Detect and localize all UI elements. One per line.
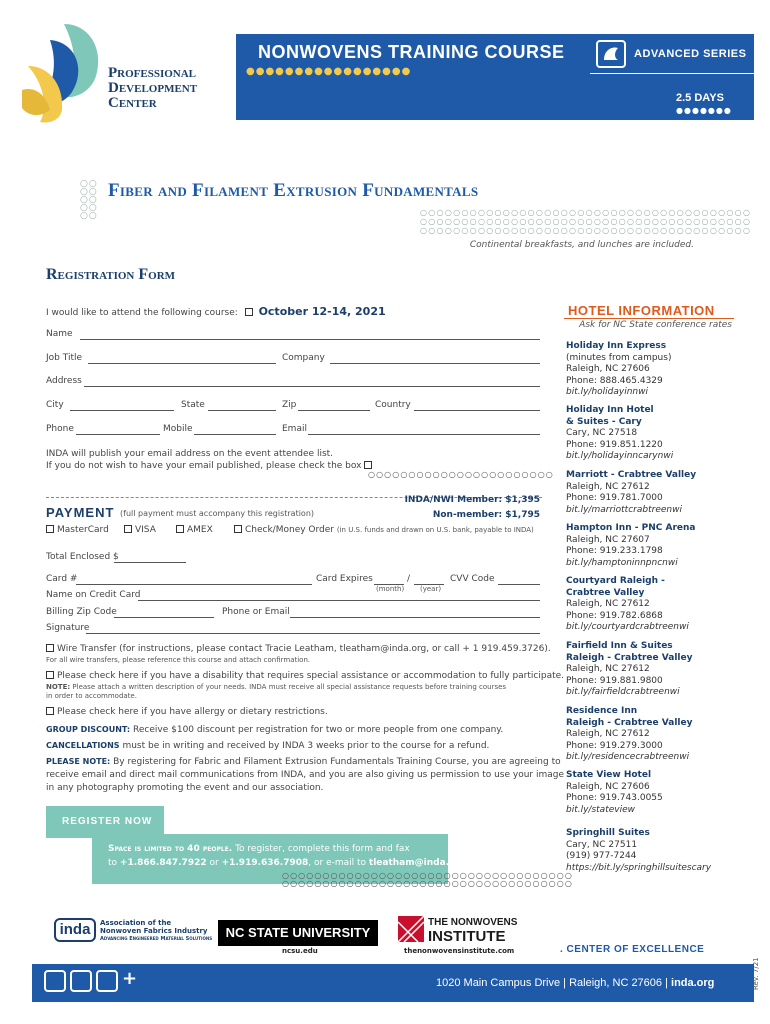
hotel-detail: Cary, NC 27511 (566, 839, 638, 850)
expires-separator: / (407, 574, 411, 584)
please-note-line: By registering for Fabric and Filament Extrusion Fundamentals Training Course, you are agreeing to (113, 757, 561, 767)
check-option[interactable] (234, 525, 534, 535)
nwi-text-line: INSTITUTE (428, 928, 506, 945)
cvv-label: CVV Code (450, 574, 495, 584)
company-label: Company (282, 353, 325, 363)
hotel-detail: Raleigh, NC 27612 (566, 481, 650, 492)
job-title-field[interactable] (88, 363, 276, 364)
hotel-detail: (minutes from campus) (566, 352, 672, 363)
disability-checkbox[interactable] (46, 671, 54, 679)
disability-option[interactable] (46, 671, 564, 681)
hotel-detail: Phone: 919.782.6868 (566, 610, 663, 621)
course-title: Fiber and Filament Extrusion Fundamentals (108, 180, 479, 201)
register-email[interactable]: tleatham@inda.org (368, 858, 467, 868)
phone-email-label: Phone or Email (222, 607, 290, 617)
ncsu-url[interactable]: ncsu.edu (282, 947, 318, 955)
attend-text: I would like to attend the following course: (46, 308, 238, 318)
footer-address (436, 977, 714, 989)
state-field[interactable] (208, 410, 276, 411)
signature-label: Signature (46, 623, 90, 633)
card-expires-label: Card Expires (316, 574, 373, 584)
course-date-checkbox[interactable] (245, 308, 253, 316)
billing-zip-label: Billing Zip Code (46, 607, 117, 617)
address-field[interactable] (84, 386, 540, 387)
group-discount (46, 725, 503, 735)
country-field[interactable] (414, 410, 540, 411)
inda-text-line: Association of the (100, 919, 172, 927)
zip-label: Zip (282, 400, 297, 410)
visa-label: VISA (135, 525, 156, 535)
register-to: to (108, 858, 118, 868)
nwi-url[interactable]: thenonwovensinstitute.com (404, 947, 515, 955)
hotel-link[interactable]: bit.ly/hamptoninnpncnwi (566, 557, 678, 568)
hotel-name: Hampton Inn - PNC Arena (566, 523, 696, 533)
hotel-detail: Raleigh, NC 27607 (566, 534, 650, 545)
form-dots-decoration: ○○○○○○○○○○○○○○○○○○○○○○○ (368, 470, 554, 479)
header-title: NONWOVENS TRAINING COURSE (258, 42, 565, 62)
wire-checkbox[interactable] (46, 644, 54, 652)
email-label: Email (282, 424, 307, 434)
address-text: 1020 Main Campus Drive | Raleigh, NC 27606 | (436, 977, 668, 989)
space-limited: Space is limited to 40 people. (108, 844, 233, 854)
hotel-link[interactable]: bit.ly/stateview (566, 804, 635, 815)
nwi-text-line: THE NONWOVENS (428, 917, 518, 928)
hotel-name: Springhill Suites (566, 828, 650, 838)
total-label: Total Enclosed $ (46, 552, 119, 562)
register-or: or (209, 858, 219, 868)
nwi-logo-text (428, 916, 517, 944)
name-on-card-field[interactable] (138, 600, 540, 601)
hotel-subtitle: Ask for NC State conference rates (579, 320, 732, 330)
mastercard-option[interactable] (46, 525, 109, 535)
hotel-detail: Phone: 919.881.9800 (566, 675, 663, 686)
city-label: City (46, 400, 64, 410)
billing-zip-field[interactable] (114, 617, 214, 618)
check-checkbox[interactable] (234, 525, 242, 533)
register-instr: To register, complete this form and fax (235, 844, 410, 854)
hotel-link[interactable]: bit.ly/marriottcrabtreenwi (566, 504, 682, 515)
payment-note: (full payment must accompany this registration) (120, 509, 315, 518)
attend-label (46, 305, 386, 318)
visa-option[interactable] (124, 525, 156, 535)
hotel-detail: Raleigh, NC 27612 (566, 664, 650, 674)
email-field[interactable] (308, 434, 540, 435)
cancellations-text: must be in writing and received by INDA 3 weeks prior to the course for a refund. (122, 741, 490, 751)
email-note-line: If you do not wish to have your email published, please check the box (46, 461, 362, 471)
address-label: Address (46, 376, 82, 386)
total-field[interactable] (114, 562, 186, 563)
hotel-name: & Suites - Cary (566, 416, 642, 427)
hotel-detail: Phone: 919.279.3000 (566, 740, 663, 751)
state-label: State (181, 400, 205, 410)
member-price: INDA/NWI Member: $1,395 (404, 495, 540, 505)
wire-text: Wire Transfer (for instructions, please contact Tracie Leatham, tleatham@inda.org, or call + 1 919.459.3726). (57, 644, 551, 654)
note-label: NOTE: (46, 683, 71, 691)
mobile-label: Mobile (163, 424, 193, 434)
revision-label: Rev. 7/21 (752, 957, 760, 990)
inda-text-line: Advancing Engineered Material Solutions (100, 936, 213, 942)
visa-checkbox[interactable] (124, 525, 132, 533)
hotel-divider (564, 318, 734, 319)
hotel-name: Courtyard Raleigh - (566, 576, 665, 586)
hotel-detail: Raleigh, NC 27612 (566, 729, 650, 739)
hotel-detail: Phone: 919.743.0055 (566, 793, 663, 803)
wire-option[interactable] (46, 644, 551, 654)
check-label: Check/Money Order (245, 525, 334, 535)
hotel-detail: Phone: 919.851.1220 (566, 439, 663, 450)
advanced-series-label: ADVANCED SERIES (634, 48, 747, 60)
email-opt-out-checkbox[interactable] (364, 461, 372, 469)
leaf-icon (70, 970, 92, 992)
center-of-excellence: . CENTER OF EXCELLENCE (560, 944, 705, 955)
advanced-series-icon (596, 40, 626, 68)
hotel-entry (566, 470, 738, 516)
wire-note: For all wire transfers, please reference this course and attach confirmation. (46, 656, 311, 664)
name-field[interactable] (80, 339, 540, 340)
group-discount-text: Receive $100 discount per registration for two or more people from one company. (133, 725, 504, 735)
signature-field[interactable] (86, 633, 540, 634)
hotel-name: Fairfield Inn & Suites (566, 641, 673, 651)
disability-note (46, 683, 506, 701)
hotel-detail: Phone: 919.781.7000 (566, 493, 663, 503)
register-now-label: REGISTER NOW (62, 816, 153, 827)
moon-icon (44, 970, 66, 992)
email-publish-note (46, 448, 375, 472)
hotel-name: Raleigh - Crabtree Valley (566, 717, 693, 728)
hotel-detail: Cary, NC 27518 (566, 428, 638, 438)
pdc-logo-text (108, 66, 197, 111)
hotel-link[interactable]: bit.ly/fairfieldcrabtreenwi (566, 687, 680, 697)
amex-option[interactable] (176, 525, 213, 535)
hotel-name: Residence Inn (566, 706, 638, 716)
hotel-entry (566, 576, 738, 634)
zip-field[interactable] (298, 410, 370, 411)
hotel-entry (566, 523, 738, 569)
please-note (46, 755, 564, 795)
payment-heading: PAYMENT (46, 505, 115, 520)
header-divider (590, 73, 754, 74)
hotel-link[interactable]: bit.ly/holidayinncarynwi (566, 451, 674, 461)
course-date: October 12-14, 2021 (258, 305, 386, 318)
title-dots-decoration: ○○ ○○ ○○ ○○ ○○ (80, 179, 98, 221)
mobile-field[interactable] (194, 434, 276, 435)
hotel-detail: Phone: 888.465.4329 (566, 375, 663, 386)
inda-logo-text (100, 919, 212, 943)
disability-note-line: Please attach a written description of your needs. INDA must receive all special assistance requests before training courses (72, 683, 507, 691)
pdc-logo-graphic (20, 20, 108, 124)
register-period: . (466, 858, 469, 868)
register-fax[interactable]: +1.866.847.7922 (119, 858, 207, 868)
hotel-name: Crabtree Valley (566, 587, 645, 598)
nwi-logo-icon (398, 916, 424, 942)
amex-label: AMEX (187, 525, 213, 535)
register-instructions (108, 842, 469, 870)
drop-icon (96, 970, 118, 992)
hotel-entry (566, 828, 738, 874)
please-note-label: PLEASE NOTE: (46, 757, 111, 766)
register-or-email: , or e-mail to (308, 858, 367, 868)
hotel-entry (566, 770, 738, 816)
hotel-link[interactable]: bit.ly/courtyardcrabtreenwi (566, 622, 689, 632)
mastercard-checkbox[interactable] (46, 525, 54, 533)
hotel-detail: (919) 977-7244 (566, 851, 637, 861)
hotel-name: State View Hotel (566, 770, 652, 780)
please-note-line: receive email and direct mail communications from INDA, and you are also giving us permission to use your image (46, 770, 565, 780)
name-label: Name (46, 329, 73, 339)
logo-line: Development (108, 80, 198, 96)
allergy-checkbox[interactable] (46, 707, 54, 715)
hotel-detail: Raleigh, NC 27612 (566, 599, 650, 609)
days-dots-decoration: ●●●●●●● (676, 106, 732, 115)
hotel-name: Raleigh - Crabtree Valley (566, 652, 693, 663)
card-number-label: Card # (46, 574, 78, 584)
hotel-name: Holiday Inn Express (566, 341, 667, 351)
phone-label: Phone (46, 424, 74, 434)
header-dots-decoration: ●●●●●●●●●●●●●●●●● (246, 66, 412, 77)
plus-icon: + (122, 968, 138, 989)
meals-note: Continental breakfasts, and lunches are included. (469, 240, 694, 250)
registration-form-heading: Registration Form (46, 266, 176, 283)
hotel-link[interactable]: https://bit.ly/springhillsuitescary (566, 862, 712, 873)
cancellations (46, 741, 489, 751)
year-hint: (year) (420, 585, 442, 593)
mastercard-label: MasterCard (57, 525, 109, 535)
job-title-label: Job Title (46, 353, 83, 363)
hotel-entry (566, 405, 738, 463)
hotel-name: Holiday Inn Hotel (566, 405, 654, 415)
hotel-detail: Raleigh, NC 27606 (566, 781, 650, 792)
logo-line: Center (108, 95, 157, 111)
logo-line: Professional (108, 65, 197, 81)
hotel-entry (566, 341, 738, 399)
ncsu-logo: NC STATE UNIVERSITY (218, 920, 378, 946)
hotel-entry (566, 641, 738, 699)
name-on-card-label: Name on Credit Card (46, 590, 141, 600)
disability-note-line: in order to accommodate. (46, 692, 137, 700)
cvv-field[interactable] (498, 584, 540, 585)
check-note: (in U.S. funds and drawn on U.S. bank, payable to INDA) (336, 526, 534, 534)
inda-logo: inda (54, 918, 96, 942)
card-number-field[interactable] (76, 584, 312, 585)
hotel-heading: HOTEL INFORMATION (568, 303, 715, 318)
allergy-text: Please check here if you have allergy or dietary restrictions. (57, 707, 328, 717)
allergy-option[interactable] (46, 707, 328, 717)
hotel-name: Marriott - Crabtree Valley (566, 470, 697, 480)
course-length: 2.5 DAYS (676, 92, 724, 104)
city-field[interactable] (70, 410, 174, 411)
hotel-entry (566, 706, 738, 764)
hotel-detail: Phone: 919.233.1798 (566, 546, 663, 556)
company-field[interactable] (330, 363, 540, 364)
hotel-detail: Raleigh, NC 27606 (566, 364, 650, 374)
group-discount-label: GROUP DISCOUNT: (46, 725, 131, 734)
nonmember-price: Non-member: $1,795 (432, 510, 540, 520)
pricing (405, 493, 540, 523)
email-note-line: INDA will publish your email address on the event attendee list. (46, 449, 334, 459)
inda-text-line: Nonwoven Fabrics Industry (100, 927, 208, 935)
disability-text: Please check here if you have a disability that requires special assistance or accommodation to fully participate. (57, 671, 565, 681)
register-phone[interactable]: +1.919.636.7908 (221, 858, 309, 868)
phone-email-field[interactable] (290, 617, 540, 618)
cancellations-label: CANCELLATIONS (46, 741, 120, 750)
hotel-link[interactable]: bit.ly/residencecrabtreenwi (566, 752, 690, 762)
amex-checkbox[interactable] (176, 525, 184, 533)
website-link[interactable]: inda.org (671, 977, 715, 989)
country-label: Country (375, 400, 411, 410)
title-dots-decoration: ○○○○○○○○○○○○○○○○○○○○○○○○○○○○○○○○○○○○○○○○ ○○○○○○○○○○○○○○○○○○○○○○○○○○○○○○○○○○○○○○○○ ○○○○○○○○○○○○○○○○○○○○○○○○○○○○○○○○○○○○○○○○ (420, 208, 752, 235)
please-note-line: in any photography promoting the event and our association. (46, 783, 324, 793)
phone-field[interactable] (76, 434, 160, 435)
register-dots-decoration: ○○○○○○○○○○○○○○○○○○○○○○○○○○○○○○○○○○○○ ○○○○○○○○○○○○○○○○○○○○○○○○○○○○○○○○○○○○ (282, 871, 573, 888)
month-hint: (month) (376, 585, 405, 593)
hotel-link[interactable]: bit.ly/holidayinnwi (566, 387, 648, 397)
